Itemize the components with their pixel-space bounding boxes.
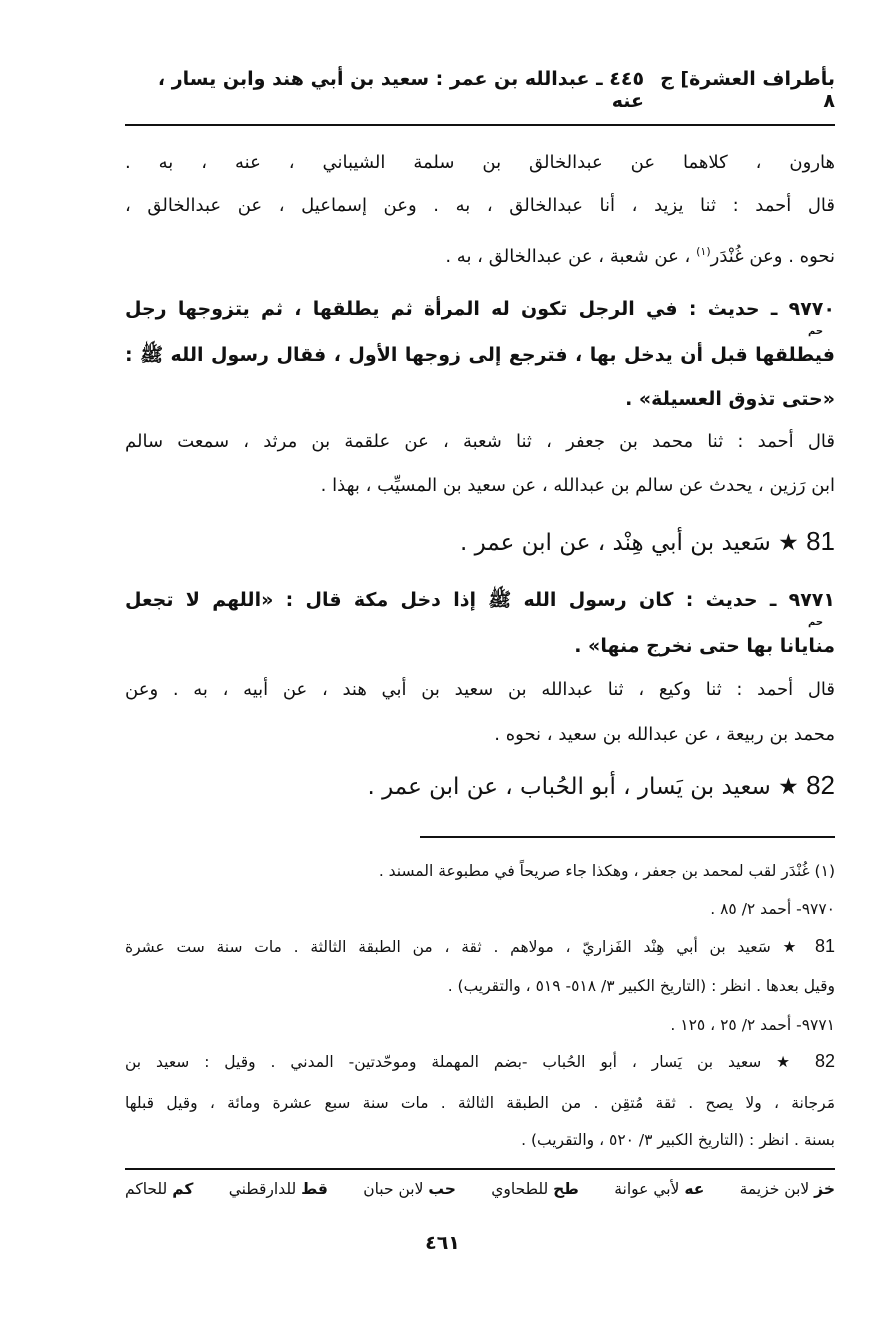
footnote-text: ★ سَعيد بن أبي هِنْد الفَزاريّ ، مولاهم . ثقة ، من الطبقة الثالثة . مات سنة ست عشرة: [125, 938, 804, 956]
footnote: ٩٧٧٠- أحمد ٢/ ٨٥ .: [710, 900, 835, 918]
abbreviation-item: طح للطحاوي: [491, 1180, 579, 1198]
section-number: 82: [814, 1051, 835, 1071]
text-line: [125, 234, 835, 275]
header-chapter: ٤٤٥ ـ عبدالله بن عمر : سعيد بن أبي هند وابن يسار ، عنه: [157, 68, 645, 112]
section-number: 82: [806, 770, 835, 800]
running-header: [125, 68, 835, 112]
text-fragment: ، عن شعبة ، عن عبدالخالق ، به .: [445, 246, 691, 267]
abbreviation-item: قط للدارقطني: [228, 1180, 328, 1198]
footnote-ref: (١): [696, 245, 711, 258]
page-number: ٤٦١: [425, 1232, 460, 1254]
text-line: ابن رَزين ، يحدث عن سالم بن عبدالله ، عن سعيد بن المسيِّب ، بهذا .: [320, 475, 835, 496]
hadith-line: ٩٧٧١ ـ حديث : كان رسول الله ﷺ إذا دخل مكة قال : «اللهم لا تجعل: [125, 589, 835, 611]
text-line: محمد بن ربيعة ، عن عبدالله بن سعيد ، نحوه .: [494, 724, 835, 745]
footnote: مَرجانة ، ولا يصح . ثقة مُتقِن . من الطبقة الثالثة . مات سنة سبع عشرة ومائة ، وقيل قبلها: [125, 1094, 835, 1112]
footnote: وقيل بعدها . انظر : (التاريخ الكبير ٣/ ٥١٨- ٥١٩ ، والتقريب) .: [447, 977, 835, 995]
text-fragment: نحوه . وعن غُنْدَر: [710, 246, 835, 267]
section-heading: [125, 767, 835, 805]
footnote-rule: [420, 836, 835, 838]
hadith-source-mark: حم: [808, 617, 824, 628]
abbreviation-item: كم للحاكم: [125, 1180, 194, 1198]
footnote: [125, 931, 835, 963]
text-line: هارون ، كلاهما عن عبدالخالق بن سلمة الشيباني ، عنه ، به .: [125, 152, 835, 173]
section-title: ★ سَعيد بن أبي هِنْد ، عن ابن عمر .: [459, 530, 799, 556]
abbreviation-item: حب لابن حبان: [363, 1180, 456, 1198]
header-volume: بأطراف العشرة] ج ٨: [660, 68, 835, 112]
abbreviation-item: عه لأبي عوانة: [614, 1180, 705, 1198]
abbreviation-legend: [125, 1180, 835, 1198]
abbreviation-item: خز لابن خزيمة: [739, 1180, 835, 1198]
footnote: (١) غُنْدَر لقب لمحمد بن جعفر ، وهكذا جاء صريحاً في مطبوعة المسند .: [378, 862, 835, 880]
abbreviation-rule: [125, 1168, 835, 1170]
section-title: ★ سعيد بن يَسار ، أبو الحُباب ، عن ابن عمر .: [367, 774, 799, 800]
text-line: قال أحمد : ثنا يزيد ، أنا عبدالخالق ، به . وعن إسماعيل ، عن عبدالخالق ،: [125, 195, 835, 216]
hadith-line: منايانا بها حتى نخرج منها» .: [574, 635, 835, 657]
section-heading: [125, 523, 835, 561]
footnote: ٩٧٧١- أحمد ٢/ ٢٥ ، ١٢٥ .: [670, 1016, 835, 1034]
hadith-line: «حتى تذوق العسيلة» .: [625, 388, 835, 410]
footnote-text: ★ سعيد بن يَسار ، أبو الحُباب -بضم المهملة وموحّدتين- المدني . وقيل : سعيد بن: [125, 1053, 801, 1071]
header-rule: [125, 124, 835, 126]
hadith-source-mark: حم: [808, 326, 824, 337]
hadith-line: ٩٧٧٠ ـ حديث : في الرجل تكون له المرأة ثم يطلقها ، ثم يتزوجها رجل: [125, 298, 835, 320]
footnote: بسنة . انظر : (التاريخ الكبير ٣/ ٥٢٠ ، والتقريب) .: [521, 1131, 835, 1149]
footnote: [125, 1046, 835, 1078]
hadith-line: فيطلقها قبل أن يدخل بها ، فترجع إلى زوجها الأول ، فقال رسول الله ﷺ :: [125, 344, 835, 366]
section-number: 81: [806, 526, 835, 556]
section-number: 81: [814, 936, 835, 956]
text-line: قال أحمد : ثنا محمد بن جعفر ، ثنا شعبة ، عن علقمة بن مرثد ، سمعت سالم: [125, 431, 835, 452]
text-line: قال أحمد : ثنا وكيع ، ثنا عبدالله بن سعيد بن أبي هند ، عن أبيه ، به . وعن: [125, 679, 835, 700]
